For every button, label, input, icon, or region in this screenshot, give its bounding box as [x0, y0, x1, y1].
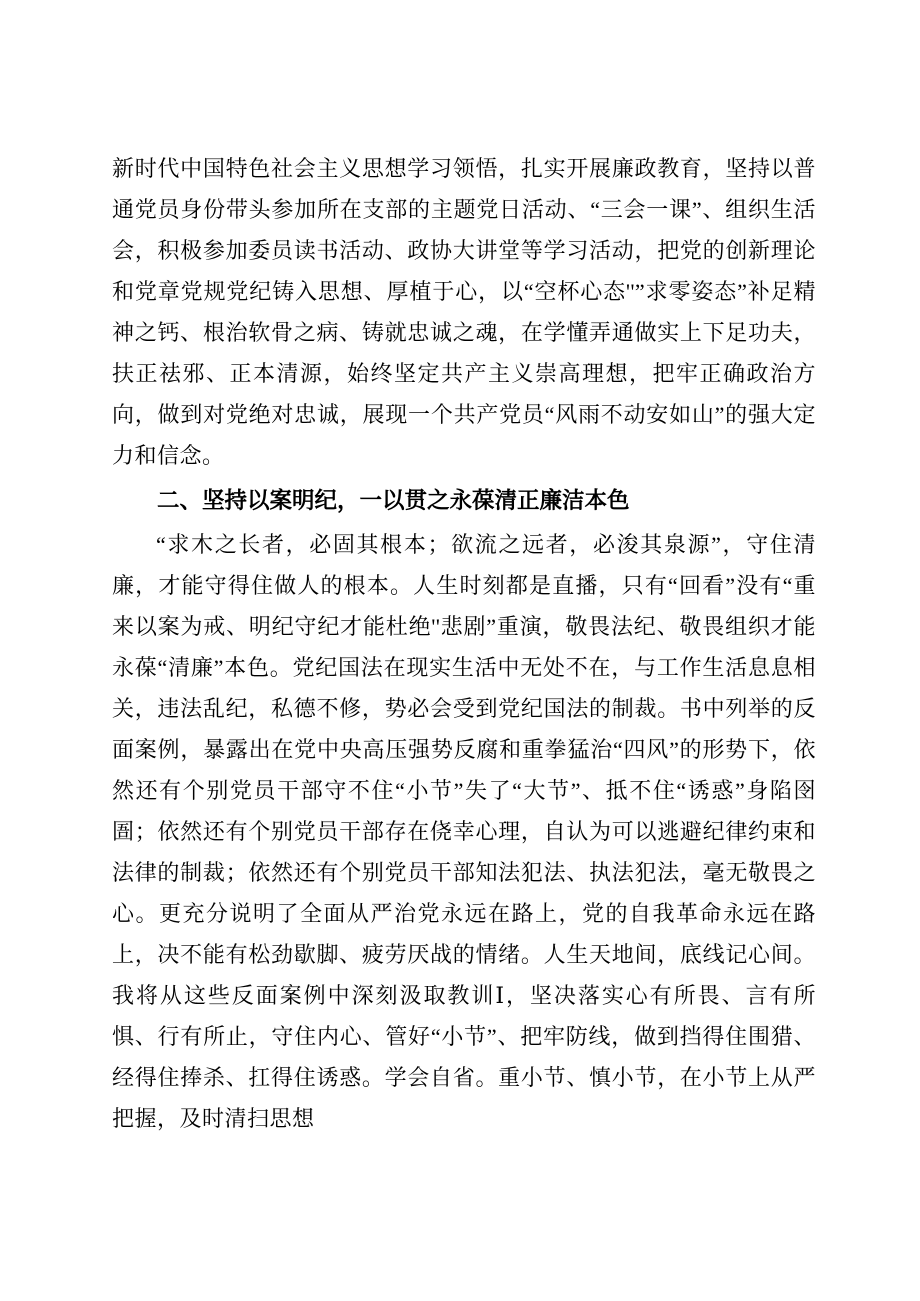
paragraph-continuation: 新时代中国特色社会主义思想学习领悟，扎实开展廉政教育，坚持以普通党员身份带头参加所在支部的主题党日活动、“三会一课”、组织生活会，积极参加委员读书活动、政协大讲堂等学习活动，把党的创新理论和党章党规党纪铸入思想、厚植于心，以“空杯心态''”求零姿态”补足精神之钙、根治软骨之病、铸就忠诚之魂，在学懂弄通做实上下足功夫，扶正祛邪、正本清源，始终坚定共产主义崇高理想，把牢正确政治方向，做到对党绝对忠诚，展现一个共产党员“风雨不动安如山”的强大定力和信念。 [112, 156, 816, 468]
paragraph-body: “求木之长者，必固其根本；欲流之远者，必浚其泉源”，守住清廉，才能守得住做人的根本。人生时刻都是直播，只有“回看”没有“重来以案为戒、明纪守纪才能杜绝''悲剧”重演，敬畏法纪、敬畏组织才能永葆“清廉”本色。党纪国法在现实生活中无处不在，与工作生活息息相关，违法乱纪，私德不修，势必会受到党纪国法的制裁。书中列举的反面案例，暴露出在党中央高压强势反腐和重拳猛治“四风”的形势下，依然还有个别党员干部守不住“小节”失了“大节”、抵不住“诱惑”身陷囹圄；依然还有个别党员干部存在侥幸心理，自认为可以逃避纪律约束和法律的制裁；依然还有个别党员干部知法犯法、执法犯法，毫无敬畏之心。更充分说明了全面从严治党永远在路上，党的自我革命永远在路上，决不能有松劲歇脚、疲劳厌战的情绪。人生天地间，底线记心间。我将从这些反面案例中深刻汲取教训Ⅰ，坚决落实心有所畏、言有所惧、行有所止，守住内心、管好“小节”、把牢防线，做到挡得住围猎、经得住捧杀、扛得住诱惑。学会自省。重小节、慎小节，在小节上从严把握，及时清扫思想 [112, 532, 816, 1131]
section-heading: 二、坚持以案明纪，一以贯之永葆清正廉洁本色 [157, 488, 630, 513]
